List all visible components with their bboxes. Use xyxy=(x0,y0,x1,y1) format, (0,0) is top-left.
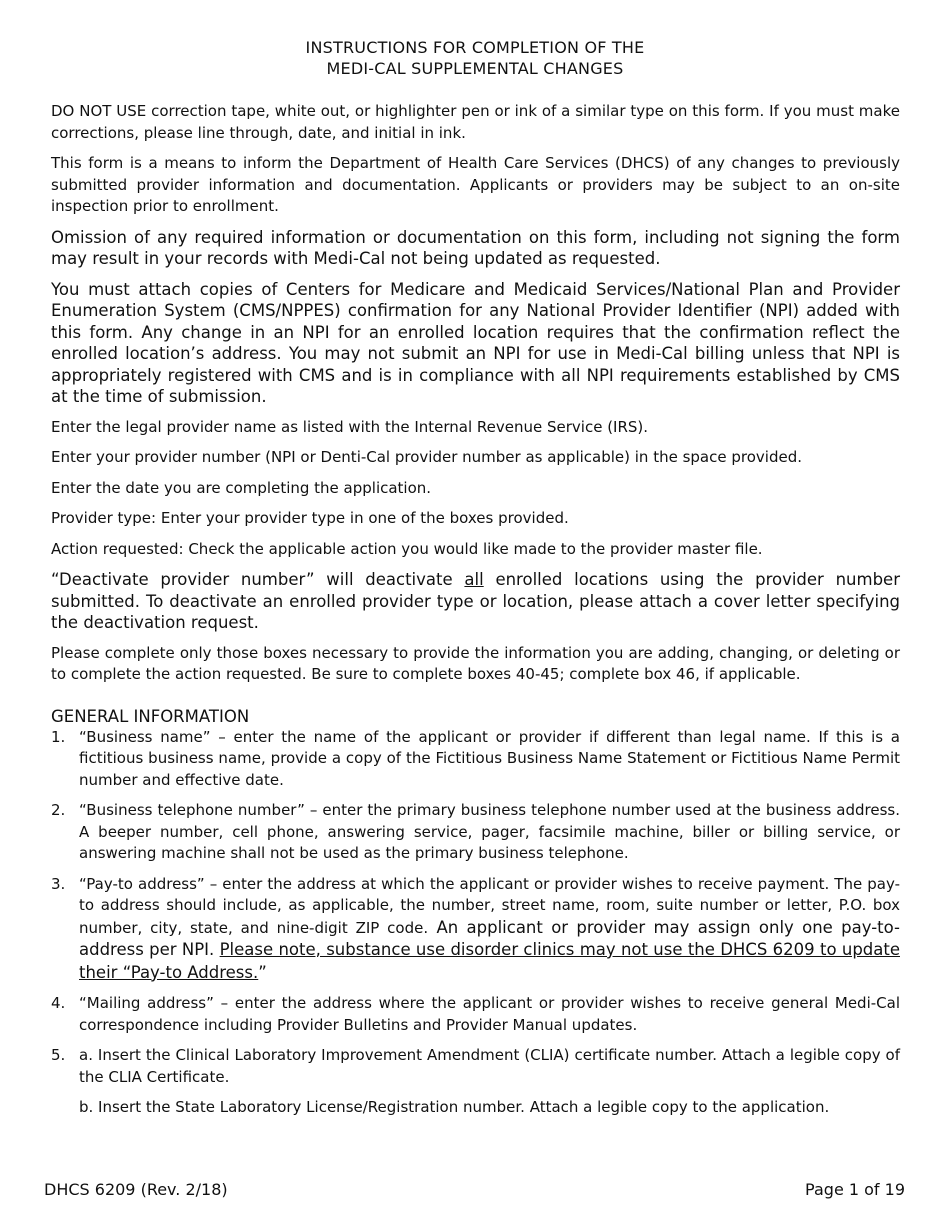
paragraph-correction-notice: DO NOT USE correction tape, white out, or highlighter pen or ink of a similar type on this form. If you must make corrections, please line through, date, and initial in ink. xyxy=(51,102,900,142)
paragraph-npi-requirements: You must attach copies of Centers for Medicare and Medicaid Services/National Plan and Provider Enumeration System (CMS/NPPES) confirmation for any National Provider Identifier (NPI) added with this form. Any change in an NPI for an enrolled location requires that the confirmation reflect the enrolled location’s address. You may not submit an NPI for use in Medi-Cal billing unless that NPI is appropriately registered with CMS and is in compliance with all NPI requirements established by CMS at the time of submission. xyxy=(51,279,900,406)
list-item: 3. “Pay-to address” – enter the address at which the applicant or provider wishes to receive payment. The pay-to address should include, as applicable, the number, street name, room, suite number or letter, P.O. box number, city, state, and nine-digit ZIP code. An applicant or provider may assign only one pay-to-address per NPI. Please note, substance use disorder clinics may not use the DHCS 6209 to update their “Pay-to Address.” xyxy=(51,874,900,982)
paragraph-complete-boxes: Please complete only those boxes necessary to provide the information you are adding, changing, or deleting or to complete the action requested. Be sure to complete boxes 40-45; complete box 46, if applicable. xyxy=(51,643,900,683)
instructions-body xyxy=(51,101,900,1128)
underlined-all: all xyxy=(464,570,484,589)
paragraph-omission-warning: Omission of any required information or documentation on this form, including not signing the form may result in your records with Medi-Cal not being updated as requested. xyxy=(51,227,900,268)
substance-use-note: Please note, substance use disorder clinics may not use the DHCS 6209 to update their “Pay-to Address. xyxy=(79,940,900,982)
paragraph-deactivate: “Deactivate provider number” will deactivate all enrolled locations using the provider number submitted. To deactivate an enrolled provider type or location, please attach a cover letter specifying the deactivation request. xyxy=(51,570,900,632)
title-line-1: INSTRUCTIONS FOR COMPLETION OF THE xyxy=(305,38,645,57)
section-heading-general-information: GENERAL INFORMATION xyxy=(51,706,250,726)
paragraph-legal-name: Enter the legal provider name as listed with the Internal Revenue Service (IRS). xyxy=(51,417,649,436)
form-id: DHCS 6209 (Rev. 2/18) xyxy=(44,1180,228,1199)
paragraph-provider-type: Provider type: Enter your provider type in one of the boxes provided. xyxy=(51,509,569,527)
general-information-list xyxy=(51,727,900,1119)
paragraph-date: Enter the date you are completing the application. xyxy=(51,478,432,497)
page-number: Page 1 of 19 xyxy=(805,1180,905,1199)
paragraph-provider-number: Enter your provider number (NPI or Denti-Cal provider number as applicable) in the space provided. xyxy=(51,448,802,466)
title-line-2: MEDI-CAL SUPPLEMENTAL CHANGES xyxy=(326,59,624,78)
list-item: 1. “Business name” – enter the name of the applicant or provider if different than legal name. If this is a fictitious business name, provide a copy of the Fictitious Business Name Statement or Fictitious Name Permit number and effective date. xyxy=(51,727,900,789)
page-title xyxy=(0,37,950,79)
list-item: 5. a. Insert the Clinical Laboratory Improvement Amendment (CLIA) certificate number. Attach a legible copy of the CLIA Certificate. b. Insert the State Laboratory License/Registration number. Attach a legible copy to the application. xyxy=(51,1046,900,1116)
paragraph-form-purpose: This form is a means to inform the Department of Health Care Services (DHCS) of any changes to previously submitted provider information and documentation. Applicants or providers may be subject to an on-site inspection prior to enrollment. xyxy=(51,154,900,215)
list-item: 2. “Business telephone number” – enter the primary business telephone number used at the business address. A beeper number, cell phone, answering service, pager, facsimile machine, biller or billing service, or answering machine shall not be used as the primary business telephone. xyxy=(51,801,900,862)
paragraph-action-requested: Action requested: Check the applicable action you would like made to the provider master file. xyxy=(51,539,763,558)
list-item: 4. “Mailing address” – enter the address where the applicant or provider wishes to receive general Medi-Cal correspondence including Provider Bulletins and Provider Manual updates. xyxy=(51,994,900,1034)
